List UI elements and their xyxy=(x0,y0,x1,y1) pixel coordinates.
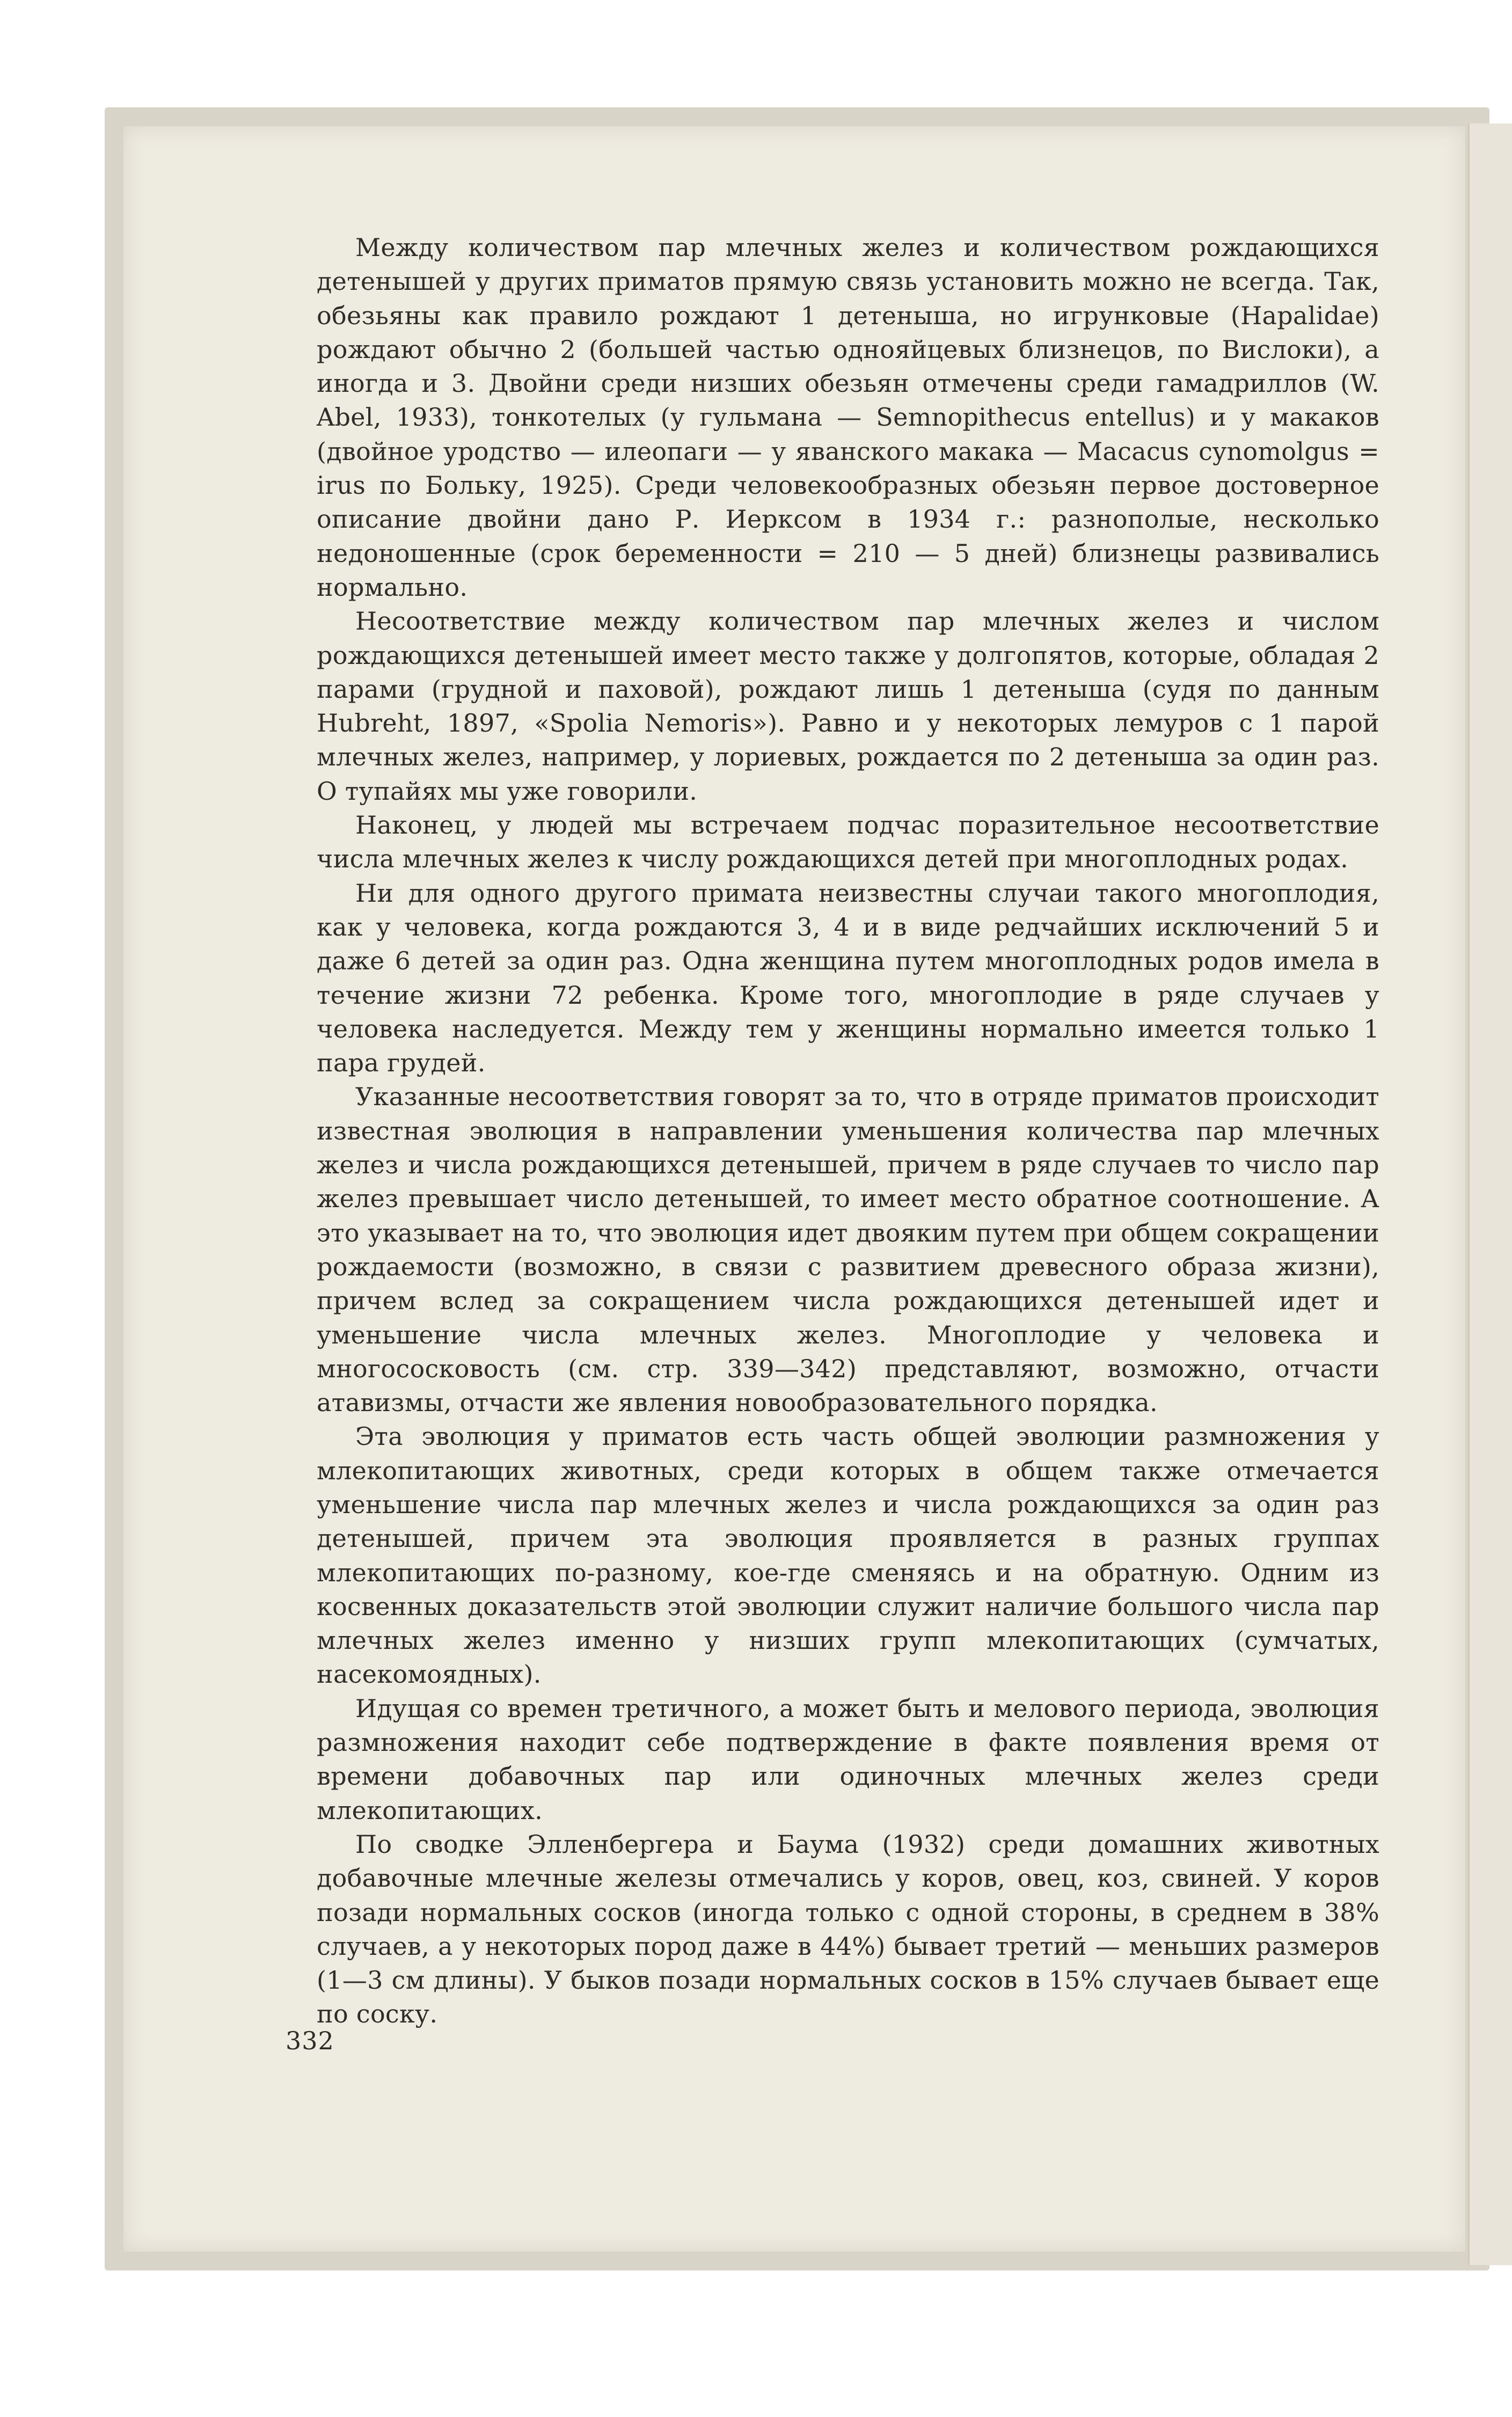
paragraph-4: Ни для одного другого примата неизвестны случаи такого многоплодия, как у человека, когда рождаются 3, 4 и в виде редчайших исключений 5 и даже 6 детей за один раз. Одна женщина путем многоплодных родов имела в течение жизни 72 ребенка. Кроме того, многоплодие в ряде случаев у человека наследуется. Между тем у женщины нормально имеется только 1 пара грудей. xyxy=(317,878,1379,1078)
paragraph-6: Эта эволюция у приматов есть часть общей эволюции размножения у млекопитающих животных, среди которых в общем также отмечается уменьшение числа пар млечных желез и числа рождающихся за один раз детенышей, причем эта эволюция проявляется в разных группах млекопитающих по-разному, кое-где сменяясь и на обратную. Одним из косвенных доказательств этой эволюции служит наличие большого числа пар млечных желез именно у низших групп млекопитающих (сумчатых, насекомоядных). xyxy=(317,1422,1379,1689)
next-page-edge xyxy=(1468,123,1512,2265)
paragraph-8: По сводке Элленбергера и Баума (1932) среди домашних животных добавочные млечные железы отмечались у коров, овец, коз, свиней. У коров позади нормальных сосков (иногда только с одной стороны, в среднем в 38% случаев, а у некоторых пород даже в 44%) бывает третий — меньших размеров (1—3 см длины). У быков позади нормальных сосков в 15% случаев бывает еще по соску. xyxy=(317,1829,1379,2029)
page-number: 332 xyxy=(286,2026,334,2055)
body-text xyxy=(317,231,1379,2032)
paragraph-5: Указанные несоответствия говорят за то, что в отряде приматов происходит известная эволюция в направлении уменьшения количества пар млечных желез и числа рождающихся детенышей, причем в ряде случаев то число пар желез превышает число детенышей, то имеет место обратное соотношение. А это указывает на то, что эволюция идет двояким путем при общем сокращении рождаемости (возможно, в связи с развитием древесного образа жизни), причем вслед за сокращением числа рождающихся детенышей идет и уменьшение числа млечных желез. Многоплодие у человека и многососковость (см. стр. 339—342) представляют, возможно, отчасти атавизмы, отчасти же явления новообразовательного порядка. xyxy=(317,1082,1379,1418)
paragraph-1: Между количеством пар млечных желез и количеством рождающихся детенышей у других приматов прямую связь установить можно не всегда. Так, обезьяны как правило рождают 1 детеныша, но игрунковые (Hapalidae) рождают обычно 2 (большей частью однояйцевых близнецов, по Вислоки), а иногда и 3. Двойни среди низших обезьян отмечены среди гамадриллов (W. Abel, 1933), тонкотелых (у гульмана — Semnopithecus entellus) и у макаков (двойное уродство — илеопаги — у яванского макака — Macacus cynomolgus = irus по Больку, 1925). Среди человекообразных обезьян первое достоверное описание двойни дано Р. Иерксом в 1934 г.: разнополые, несколько недоношенные (срок беременности = 210 — 5 дней) близнецы развивались нормально. xyxy=(317,233,1379,602)
paragraph-3: Наконец, у людей мы встречаем подчас поразительное несоответствие числа млечных желез к числу рождающихся детей при многоплодных родах. xyxy=(317,810,1379,874)
paragraph-2: Несоответствие между количеством пар млечных желез и числом рождающихся детенышей имеет место также у долгопятов, которые, обладая 2 парами (грудной и паховой), рождают лишь 1 детеныша (судя по данным Hubreht, 1897, «Spolia Nemoris»). Равно и у некоторых лемуров с 1 парой млечных желез, например, у лориевых, рождается по 2 детеныша за один раз. О тупайях мы уже говорили. xyxy=(317,607,1379,806)
paragraph-7: Идущая со времен третичного, а может быть и мелового периода, эволюция размножения находит себе подтверждение в факте появления время от времени добавочных пар или одиночных млечных желез среди млекопитающих. xyxy=(317,1693,1379,1825)
